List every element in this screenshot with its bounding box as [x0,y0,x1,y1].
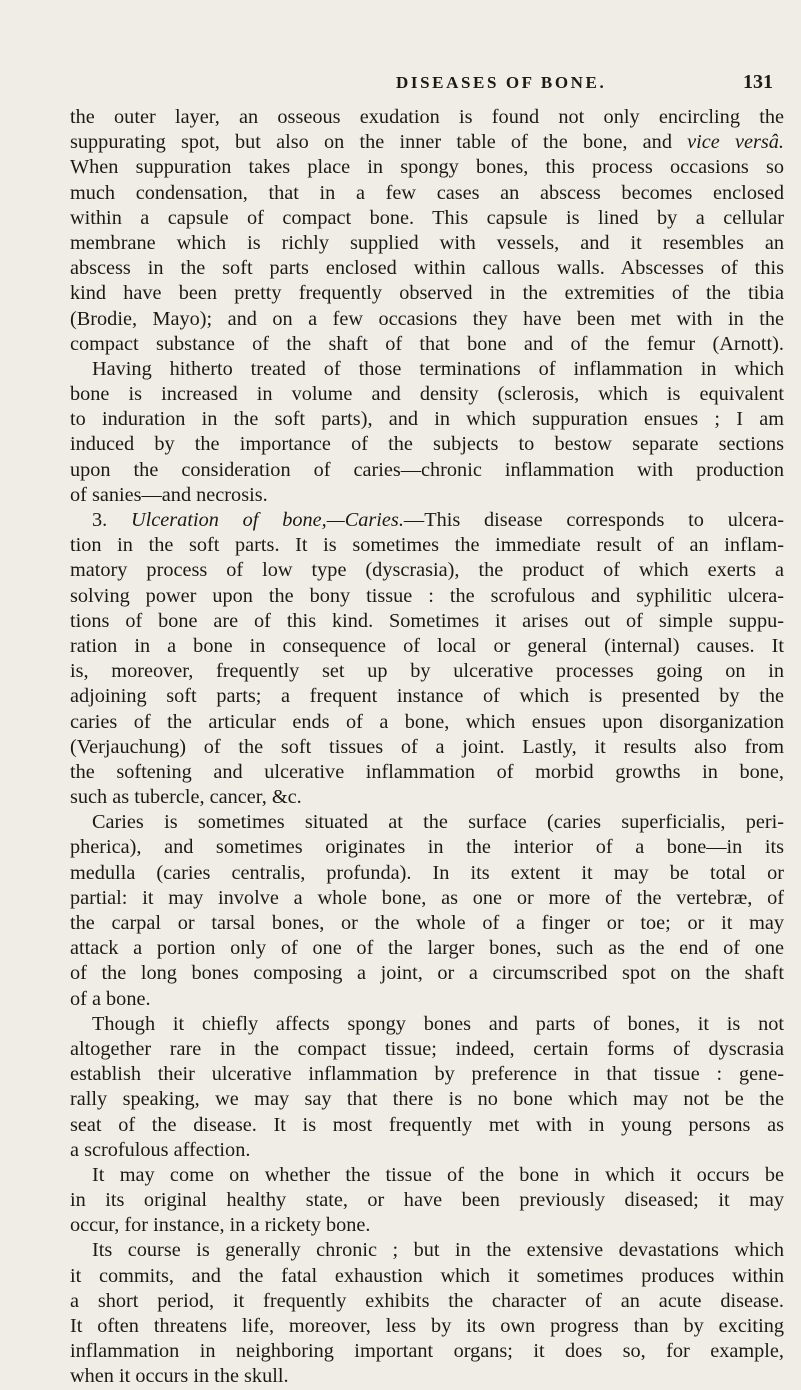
text-run: to induration in the soft parts), and in which suppuration ensues ; I am [70,408,784,431]
text-line [70,1012,784,1037]
text-line [70,1339,784,1364]
text-run: membrane which is richly supplied with vessels, and it resembles an [70,231,784,254]
text-line [70,911,784,936]
text-line [70,1364,784,1389]
text-run: is, moreover, frequently set up by ulcerative processes going on in [70,660,784,683]
text-line [70,1238,784,1263]
text-line [70,835,784,860]
text-run: a scrofulous affection. [70,1138,251,1161]
body-text [70,105,784,1390]
text-run: establish their ulcerative inflammation by preference in that tissue : gene- [70,1063,784,1086]
text-run: caries of the articular ends of a bone, which ensues upon disorganization [70,710,784,733]
text-line [70,987,784,1012]
text-run: the outer layer, an osseous exudation is found not only encircling the [70,106,784,128]
text-line [70,432,784,457]
text-run: induced by the importance of the subjects to bestow separate sections [70,433,784,456]
text-line [70,508,784,533]
text-line [70,1213,784,1238]
text-run: It often threatens life, moreover, less by its own progress than by exciting [70,1315,784,1337]
text-line [70,558,784,583]
text-run: much condensation, that in a few cases an abscess becomes enclosed [70,181,784,204]
text-run: It may come on whether the tissue of the bone in which it occurs be [92,1163,784,1186]
text-line [70,155,784,180]
text-run: of sanies—and necrosis. [70,483,268,506]
text-run: (Brodie, Mayo); and on a few occasions they have been met with in the [70,307,784,330]
text-line [70,1087,784,1112]
page-number: 131 [743,71,773,93]
text-run: attack a portion only of one of the larger bones, such as the end of one [70,937,784,960]
text-line [70,1062,784,1087]
text-line [70,1037,784,1062]
text-run: in its original healthy state, or have been previously diseased; it may [70,1189,784,1212]
text-line [70,584,784,609]
text-run: of a bone. [70,987,151,1010]
italic-run: vice versâ. [687,131,784,154]
text-run: Caries is sometimes situated at the surface (caries superficialis, peri- [92,811,784,834]
text-run: adjoining soft parts; a frequent instance of which is presented by the [70,685,784,708]
text-line [70,458,784,483]
text-run: compact substance of the shaft of that bone and of the femur (Arnott). [70,332,784,355]
text-line [70,105,784,130]
text-line [70,483,784,508]
text-run: tions of bone are of this kind. Sometimes it arises out of simple suppu- [70,609,784,632]
text-run: such as tubercle, cancer, &c. [70,786,302,809]
text-run: upon the consideration of caries—chronic inflammation with production [70,458,784,481]
text-run: (Verjauchung) of the soft tissues of a joint. Lastly, it results also from [70,735,784,758]
text-run: seat of the disease. It is most frequently met with in young persons as [70,1113,784,1136]
text-run: tion in the soft parts. It is sometimes the immediate result of an inflam- [70,534,784,557]
text-run: 3. [92,509,131,531]
text-run: pherica), and sometimes originates in the interior of a bone—in its [70,836,784,859]
text-run: the carpal or tarsal bones, or the whole of a finger or toe; or it may [70,912,784,934]
text-run: of the long bones composing a joint, or a circumscribed spot on the shaft [70,962,784,985]
text-run: ration in a bone in consequence of local or general (internal) causes. It [70,634,784,657]
text-line [70,886,784,911]
italic-run: Ulceration of bone,—Caries. [131,509,404,531]
text-run: occur, for instance, in a rickety bone. [70,1214,371,1237]
text-line [70,357,784,382]
text-run: partial: it may involve a whole bone, as one or more of the vertebræ, of [70,886,784,909]
text-run: abscess in the soft parts enclosed within callous walls. Abscesses of this [70,257,784,280]
text-line [70,861,784,886]
text-run: Though it chiefly affects spongy bones and parts of bones, it is not [92,1012,784,1035]
text-run: when it occurs in the skull. [70,1365,289,1388]
text-run: altogether rare in the compact tissue; indeed, certain forms of dyscrasia [70,1037,784,1060]
text-run: Its course is generally chronic ; but in the extensive devastations which [92,1239,784,1262]
text-line [70,181,784,206]
text-run: solving power upon the bony tissue : the scrofulous and syphilitic ulcera- [70,584,784,607]
text-run: bone is increased in volume and density (sclerosis, which is equivalent [70,383,784,406]
text-run: inflammation in neighboring important organs; it does so, for example, [70,1340,784,1363]
text-line [70,785,784,810]
running-title: DISEASES OF BONE. [396,73,607,92]
text-line [70,810,784,835]
text-run: rally speaking, we may say that there is no bone which may not be the [70,1088,784,1111]
text-line [70,332,784,357]
text-run: Having hitherto treated of those terminations of inflammation in which [92,357,784,380]
text-line [70,961,784,986]
text-run: it commits, and the fatal exhaustion which it sometimes produces within [70,1264,784,1287]
text-run: within a capsule of compact bone. This capsule is lined by a cellular [70,206,784,229]
text-line [70,1264,784,1289]
text-line [70,609,784,634]
text-line [70,1289,784,1314]
text-line [70,1314,784,1339]
text-line [70,1188,784,1213]
text-line [70,206,784,231]
text-line [70,1138,784,1163]
text-run: suppurating spot, but also on the inner table of the bone, and [70,131,688,154]
text-line [70,710,784,735]
text-line [70,130,784,155]
text-line [70,231,784,256]
text-run: —This disease corresponds to ulcera- [403,509,785,531]
text-line [70,281,784,306]
text-line [70,634,784,659]
text-line [70,382,784,407]
text-line [70,936,784,961]
text-line [70,659,784,684]
text-line [70,533,784,558]
text-run: When suppuration takes place in spongy bones, this process occasions so [70,156,784,179]
text-line [70,1163,784,1188]
text-line [70,1113,784,1138]
text-line [70,256,784,281]
text-run: kind have been pretty frequently observed in the extremities of the tibia [70,282,784,305]
text-line [70,684,784,709]
text-line [70,307,784,332]
text-run: a short period, it frequently exhibits the character of an acute disease. [70,1289,784,1312]
text-run: medulla (caries centralis, profunda). In its extent it may be total or [70,861,784,884]
text-line [70,735,784,760]
text-line [70,407,784,432]
text-line [70,760,784,785]
text-run: the softening and ulcerative inflammation of morbid growths in bone, [70,760,784,783]
text-run: matory process of low type (dyscrasia), the product of which exerts a [70,559,784,582]
